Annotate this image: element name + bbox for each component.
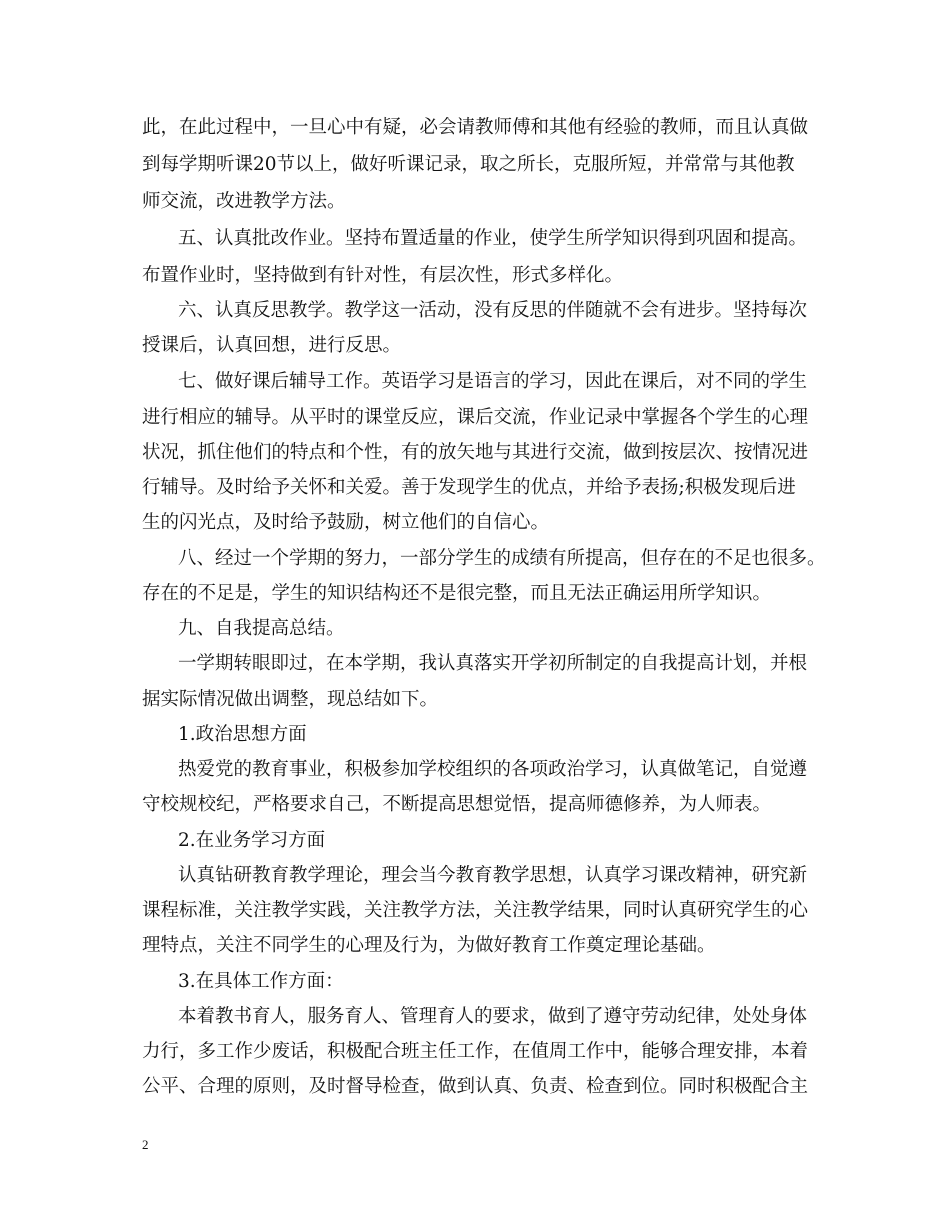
- text-line: 据实际情况做出调整，现总结如下。: [142, 689, 439, 710]
- text-line: 到每学期听课20节以上，做好听课记录，取之所长，克服所短，并常常与其他教: [142, 154, 795, 175]
- text-line: 认真钻研教育教学理论，理会当今教育教学思想，认真学习课改精神，研究新: [178, 865, 808, 886]
- text-line: 3.在具体工作方面：: [178, 971, 344, 992]
- text-line: 守校规校纪，严格要求自己，不断提高思想觉悟，提高师德修养，为人师表。: [142, 794, 772, 815]
- text-line: 力行，多工作少废话，积极配合班主任工作，在值周工作中，能够合理安排，本着: [142, 1041, 809, 1062]
- text-line: 布置作业时，坚持做到有针对性，有层次性，形式多样化。: [142, 265, 624, 286]
- text-line: 1.政治思想方面: [178, 724, 307, 745]
- text-line: 理特点，关注不同学生的心理及行为，为做好教育工作奠定理论基础。: [142, 935, 716, 956]
- text-line: 课程标准，关注教学实践，关注教学方法，关注教学结果，同时认真研究学生的心: [142, 900, 809, 921]
- text-line: 五、认真批改作业。坚持布置适量的作业，使学生所学知识得到巩固和提高。: [178, 228, 808, 249]
- text-line: 2.在业务学习方面: [178, 830, 326, 851]
- text-line: 一学期转眼即过，在本学期，我认真落实开学初所制定的自我提高计划，并根: [178, 653, 808, 674]
- text-line: 本着教书育人，服务育人、管理育人的要求，做到了遵守劳动纪律，处处身体: [178, 1006, 808, 1027]
- page-number: 2: [142, 1137, 149, 1152]
- text-line: 七、做好课后辅导工作。英语学习是语言的学习，因此在课后，对不同的学生: [178, 371, 808, 392]
- text-line: 师交流，改进教学方法。: [142, 191, 346, 212]
- text-line: 生的闪光点，及时给予鼓励，树立他们的自信心。: [142, 512, 550, 533]
- text-line: 八、经过一个学期的努力，一部分学生的成绩有所提高，但存在的不足也很多。: [178, 548, 826, 569]
- text-line: 此，在此过程中，一旦心中有疑，必会请教师傅和其他有经验的教师，而且认真做: [142, 117, 809, 138]
- text-line: 存在的不足是，学生的知识结构还不是很完整，而且无法正确运用所学知识。: [142, 583, 772, 604]
- text-line: 热爱党的教育事业，积极参加学校组织的各项政治学习，认真做笔记，自觉遵: [178, 759, 808, 780]
- text-line: 授课后，认真回想，进行反思。: [142, 335, 402, 356]
- text-line: 六、认真反思教学。教学这一活动，没有反思的伴随就不会有进步。坚持每次: [178, 300, 808, 321]
- text-line: 公平、合理的原则，及时督导检查，做到认真、负责、检查到位。同时积极配合主: [142, 1076, 809, 1097]
- text-line: 状况，抓住他们的特点和个性，有的放矢地与其进行交流，做到按层次、按情况进: [142, 442, 809, 463]
- text-line: 九、自我提高总结。: [178, 618, 345, 639]
- text-line: 进行相应的辅导。从平时的课堂反应，课后交流，作业记录中掌握各个学生的心理: [142, 407, 809, 428]
- text-line: 行辅导。及时给予关怀和关爱。善于发现学生的优点，并给予表扬;积极发现后进: [142, 477, 796, 498]
